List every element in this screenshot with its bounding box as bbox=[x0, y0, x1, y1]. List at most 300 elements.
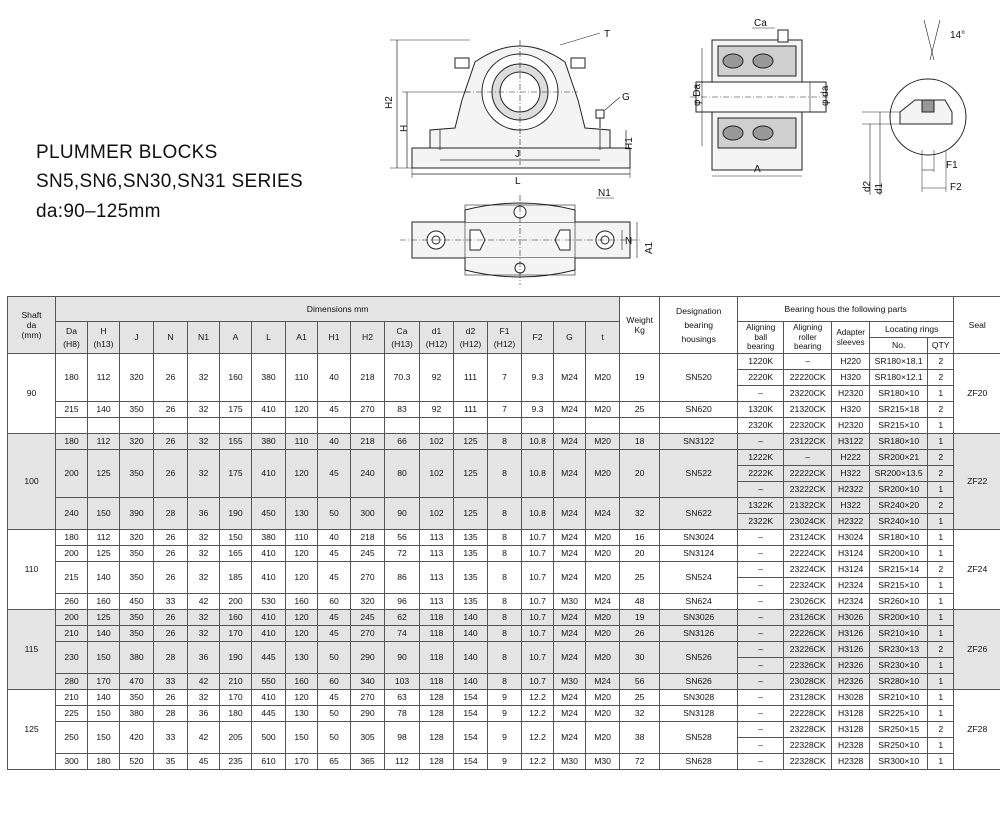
cell-dim: 10.7 bbox=[522, 546, 554, 562]
cell-dim: 350 bbox=[120, 450, 154, 498]
cell-part: 1 bbox=[928, 482, 954, 498]
cell-dim: 42 bbox=[188, 674, 220, 690]
cell-designation: SN3128 bbox=[660, 706, 738, 722]
cell-dim: 200 bbox=[56, 450, 88, 498]
cell-dim: M24 bbox=[554, 706, 586, 722]
cell-part: – bbox=[738, 706, 784, 722]
cell-part: 22324CK bbox=[784, 578, 832, 594]
cell-dim: 7 bbox=[488, 402, 522, 418]
cell-dim: 7 bbox=[488, 354, 522, 402]
header-ball-bearing: Aligning ball bearing bbox=[738, 322, 784, 354]
cell-dim: 270 bbox=[351, 402, 385, 418]
cell-dim: 135 bbox=[454, 546, 488, 562]
cell-dim: 128 bbox=[420, 706, 454, 722]
cell-part: 22226CK bbox=[784, 626, 832, 642]
cell-part: 1 bbox=[928, 434, 954, 450]
cell-dim: 550 bbox=[252, 674, 286, 690]
cell-dim: 180 bbox=[56, 530, 88, 546]
cell-part: – bbox=[784, 450, 832, 466]
cell-dim: 8 bbox=[488, 450, 522, 498]
cell-dim: 70.3 bbox=[385, 354, 420, 402]
cell-dim: 32 bbox=[188, 690, 220, 706]
cell-dim: 8 bbox=[488, 434, 522, 450]
cell-dim: 225 bbox=[56, 706, 88, 722]
cell-dim: 445 bbox=[252, 706, 286, 722]
cell-dim: 50 bbox=[318, 722, 351, 754]
housing-top-view bbox=[400, 195, 640, 285]
cell-dim: M30 bbox=[586, 754, 620, 770]
cell-dim: 66 bbox=[385, 434, 420, 450]
cell-part: 1220K bbox=[738, 354, 784, 370]
bearing-section-view bbox=[690, 28, 830, 176]
cell-dim: 215 bbox=[56, 402, 88, 418]
cell-part: 1 bbox=[928, 690, 954, 706]
cell-dim: 32 bbox=[188, 546, 220, 562]
header-col-6: L bbox=[252, 322, 286, 354]
cell-dim: 32 bbox=[188, 530, 220, 546]
cell-dim: 9 bbox=[488, 754, 522, 770]
cell-weight: 25 bbox=[620, 690, 660, 706]
header-roller-bearing: Aligning roller bearing bbox=[784, 322, 832, 354]
cell-dim: 128 bbox=[420, 722, 454, 754]
cell-dim: M20 bbox=[586, 562, 620, 594]
cell-dim: 140 bbox=[454, 642, 488, 674]
cell-dim: 26 bbox=[154, 434, 188, 450]
cell-dim: 8 bbox=[488, 594, 522, 610]
cell-dim: 450 bbox=[120, 594, 154, 610]
cell-dim: 530 bbox=[252, 594, 286, 610]
header-col-13: F1 (H12) bbox=[488, 322, 522, 354]
cell-weight: 20 bbox=[620, 546, 660, 562]
cell-seal: ZF24 bbox=[954, 530, 1000, 610]
cell-part: H320 bbox=[832, 402, 870, 418]
cell-dim: 190 bbox=[220, 498, 252, 530]
cell-dim: M24 bbox=[554, 562, 586, 594]
cell-dim: 50 bbox=[318, 706, 351, 722]
cell-dim: 250 bbox=[56, 722, 88, 754]
cell-dim bbox=[420, 418, 454, 434]
cell-dim: 180 bbox=[56, 434, 88, 450]
cell-dim: 86 bbox=[385, 562, 420, 594]
cell-dim: 33 bbox=[154, 594, 188, 610]
cell-dim: 26 bbox=[154, 354, 188, 402]
cell-dim: 380 bbox=[252, 354, 286, 402]
cell-part: 1 bbox=[928, 594, 954, 610]
cell-dim: 10.7 bbox=[522, 626, 554, 642]
cell-dim: 40 bbox=[318, 530, 351, 546]
cell-dim: 410 bbox=[252, 546, 286, 562]
cell-dim: 118 bbox=[420, 610, 454, 626]
cell-part: SR250×15 bbox=[870, 722, 928, 738]
cell-dim: 125 bbox=[88, 450, 120, 498]
cell-dim: 128 bbox=[420, 754, 454, 770]
cell-dim: 125 bbox=[88, 546, 120, 562]
cell-dim: 410 bbox=[252, 626, 286, 642]
cell-dim: 12.2 bbox=[522, 754, 554, 770]
cell-dim: 450 bbox=[252, 498, 286, 530]
cell-seal: ZF20 bbox=[954, 354, 1000, 434]
cell-part: SR200×21 bbox=[870, 450, 928, 466]
cell-dim bbox=[318, 418, 351, 434]
cell-dim: 500 bbox=[252, 722, 286, 754]
cell-dim: 270 bbox=[351, 562, 385, 594]
cell-dim: M20 bbox=[586, 450, 620, 498]
cell-part: 21320CK bbox=[784, 402, 832, 418]
cell-part: 23128CK bbox=[784, 690, 832, 706]
cell-dim: 9.3 bbox=[522, 402, 554, 418]
cell-part: H322 bbox=[832, 466, 870, 482]
cell-dim: 8 bbox=[488, 530, 522, 546]
cell-part: – bbox=[738, 642, 784, 658]
cell-dim: M24 bbox=[554, 402, 586, 418]
cell-dim: 63 bbox=[385, 690, 420, 706]
cell-part: 23224CK bbox=[784, 562, 832, 578]
cell-weight: 48 bbox=[620, 594, 660, 610]
cell-dim: 235 bbox=[220, 754, 252, 770]
cell-dim bbox=[188, 418, 220, 434]
cell-dim: 111 bbox=[454, 354, 488, 402]
cell-part: 2322K bbox=[738, 514, 784, 530]
cell-part: SR200×10 bbox=[870, 546, 928, 562]
cell-dim: 218 bbox=[351, 530, 385, 546]
cell-dim: 150 bbox=[286, 722, 318, 754]
cell-shaft: 115 bbox=[8, 610, 56, 690]
cell-dim: 9 bbox=[488, 690, 522, 706]
cell-part: 1 bbox=[928, 578, 954, 594]
cell-dim: 520 bbox=[120, 754, 154, 770]
cell-part: SR260×10 bbox=[870, 594, 928, 610]
label-Ca: Ca bbox=[754, 18, 767, 29]
header-col-16: t bbox=[586, 322, 620, 354]
cell-dim: 230 bbox=[56, 642, 88, 674]
cell-dim: 33 bbox=[154, 722, 188, 754]
cell-part: 23028CK bbox=[784, 674, 832, 690]
cell-part: 2 bbox=[928, 642, 954, 658]
cell-dim: 8 bbox=[488, 546, 522, 562]
cell-dim: 160 bbox=[286, 594, 318, 610]
cell-shaft: 110 bbox=[8, 530, 56, 610]
label-N1: N1 bbox=[598, 188, 611, 199]
cell-dim: 26 bbox=[154, 626, 188, 642]
cell-part: 22328CK bbox=[784, 754, 832, 770]
cell-seal: ZF22 bbox=[954, 434, 1000, 530]
cell-designation: SN3026 bbox=[660, 610, 738, 626]
table-row bbox=[8, 530, 1000, 546]
cell-dim: 120 bbox=[286, 546, 318, 562]
cell-part: 23222CK bbox=[784, 482, 832, 498]
cell-dim bbox=[252, 418, 286, 434]
cell-part: SR210×10 bbox=[870, 690, 928, 706]
cell-designation bbox=[660, 418, 738, 434]
label-J: J bbox=[515, 149, 520, 160]
cell-part: 22224CK bbox=[784, 546, 832, 562]
cell-dim: M20 bbox=[586, 610, 620, 626]
cell-dim: M30 bbox=[554, 674, 586, 690]
cell-dim: 90 bbox=[385, 498, 420, 530]
cell-dim: 9 bbox=[488, 706, 522, 722]
cell-dim: 90 bbox=[385, 642, 420, 674]
cell-dim: 28 bbox=[154, 706, 188, 722]
cell-dim: 12.2 bbox=[522, 690, 554, 706]
cell-dim: 125 bbox=[454, 434, 488, 450]
cell-part: – bbox=[738, 434, 784, 450]
cell-dim: 390 bbox=[120, 498, 154, 530]
cell-weight: 32 bbox=[620, 706, 660, 722]
cell-dim: 120 bbox=[286, 450, 318, 498]
cell-dim: 10.7 bbox=[522, 530, 554, 546]
cell-part: 1 bbox=[928, 754, 954, 770]
header-locating-rings: Locating rings bbox=[870, 322, 954, 338]
header-col-10: Ca (H13) bbox=[385, 322, 420, 354]
cell-dim: 32 bbox=[188, 562, 220, 594]
cell-part: – bbox=[738, 658, 784, 674]
cell-part: 2220K bbox=[738, 370, 784, 386]
cell-dim: 320 bbox=[120, 434, 154, 450]
cell-part: SR180×12.1 bbox=[870, 370, 928, 386]
cell-designation: SN622 bbox=[660, 498, 738, 530]
cell-shaft: 125 bbox=[8, 690, 56, 770]
cell-dim: 103 bbox=[385, 674, 420, 690]
technical-drawings bbox=[0, 0, 1000, 296]
cell-dim: 26 bbox=[154, 562, 188, 594]
cell-dim: 170 bbox=[286, 754, 318, 770]
cell-part: 22220CK bbox=[784, 370, 832, 386]
cell-dim: 113 bbox=[420, 562, 454, 594]
specification-table bbox=[7, 296, 1000, 770]
label-Da: φ Da bbox=[692, 83, 703, 106]
table-row bbox=[8, 418, 1000, 434]
cell-dim: 305 bbox=[351, 722, 385, 754]
cell-part: SR230×13 bbox=[870, 642, 928, 658]
table-row bbox=[8, 594, 1000, 610]
cell-dim: 180 bbox=[56, 354, 88, 402]
cell-part: 1 bbox=[928, 658, 954, 674]
cell-dim: 130 bbox=[286, 706, 318, 722]
cell-dim bbox=[120, 418, 154, 434]
cell-dim: 125 bbox=[454, 450, 488, 498]
cell-part: H3128 bbox=[832, 706, 870, 722]
cell-dim: 10.7 bbox=[522, 674, 554, 690]
cell-part: H3128 bbox=[832, 722, 870, 738]
cell-dim: M24 bbox=[554, 546, 586, 562]
cell-part: SR200×13.5 bbox=[870, 466, 928, 482]
cell-dim: 50 bbox=[318, 498, 351, 530]
header-col-3: N bbox=[154, 322, 188, 354]
cell-dim: 350 bbox=[120, 626, 154, 642]
cell-weight: 26 bbox=[620, 626, 660, 642]
cell-dim: 83 bbox=[385, 402, 420, 418]
cell-dim: 150 bbox=[88, 642, 120, 674]
cell-dim: 340 bbox=[351, 674, 385, 690]
cell-dim: 150 bbox=[88, 706, 120, 722]
cell-part: – bbox=[738, 722, 784, 738]
label-d2: d2 bbox=[862, 180, 873, 192]
cell-dim: 26 bbox=[154, 610, 188, 626]
cell-dim: 170 bbox=[220, 690, 252, 706]
cell-dim: M24 bbox=[554, 626, 586, 642]
cell-dim: 140 bbox=[454, 626, 488, 642]
header-col-11: d1 (H12) bbox=[420, 322, 454, 354]
cell-dim: M24 bbox=[586, 674, 620, 690]
cell-part: H2326 bbox=[832, 674, 870, 690]
cell-dim: 36 bbox=[188, 498, 220, 530]
cell-designation: SN626 bbox=[660, 674, 738, 690]
cell-part: 23126CK bbox=[784, 610, 832, 626]
cell-dim: 140 bbox=[88, 626, 120, 642]
cell-designation: SN628 bbox=[660, 754, 738, 770]
cell-part: SR180×10 bbox=[870, 386, 928, 402]
cell-designation: SN3028 bbox=[660, 690, 738, 706]
cell-part: 2 bbox=[928, 466, 954, 482]
cell-dim: 10.7 bbox=[522, 642, 554, 674]
cell-dim: 10.8 bbox=[522, 450, 554, 498]
cell-dim: 96 bbox=[385, 594, 420, 610]
cell-dim: 80 bbox=[385, 450, 420, 498]
cell-seal: ZF28 bbox=[954, 690, 1000, 770]
cell-dim: 26 bbox=[154, 402, 188, 418]
cell-part: 1 bbox=[928, 706, 954, 722]
cell-part: 22320CK bbox=[784, 418, 832, 434]
cell-dim: 175 bbox=[220, 450, 252, 498]
cell-part: 1 bbox=[928, 386, 954, 402]
cell-weight: 30 bbox=[620, 642, 660, 674]
cell-part: 23122CK bbox=[784, 434, 832, 450]
cell-dim: 45 bbox=[318, 402, 351, 418]
cell-part: SR200×10 bbox=[870, 482, 928, 498]
cell-dim: 113 bbox=[420, 594, 454, 610]
header-parts: Bearing hous the following parts bbox=[738, 297, 954, 322]
cell-dim: M20 bbox=[586, 546, 620, 562]
cell-designation: SN624 bbox=[660, 594, 738, 610]
header-ring-no: No. bbox=[870, 338, 928, 354]
header-col-15: G bbox=[554, 322, 586, 354]
header-col-14: F2 bbox=[522, 322, 554, 354]
header-col-2: J bbox=[120, 322, 154, 354]
label-angle: 14° bbox=[950, 30, 966, 41]
cell-dim: 125 bbox=[88, 610, 120, 626]
cell-dim: 26 bbox=[154, 690, 188, 706]
cell-dim: 215 bbox=[56, 562, 88, 594]
cell-dim: 240 bbox=[351, 450, 385, 498]
table-row bbox=[8, 354, 1000, 370]
cell-dim: 320 bbox=[120, 530, 154, 546]
cell-part: SR250×10 bbox=[870, 738, 928, 754]
cell-dim: 150 bbox=[88, 498, 120, 530]
table-row bbox=[8, 402, 1000, 418]
cell-part: SR215×18 bbox=[870, 402, 928, 418]
cell-dim: 118 bbox=[420, 674, 454, 690]
cell-dim bbox=[286, 418, 318, 434]
cell-part: H3026 bbox=[832, 610, 870, 626]
cell-dim bbox=[351, 418, 385, 434]
cell-dim: 150 bbox=[88, 722, 120, 754]
cell-part: 1 bbox=[928, 530, 954, 546]
cell-dim: M24 bbox=[554, 642, 586, 674]
cell-dim: 10.7 bbox=[522, 562, 554, 594]
header-ring-qty: QTY bbox=[928, 338, 954, 354]
cell-dim: 45 bbox=[318, 562, 351, 594]
cell-dim: 42 bbox=[188, 594, 220, 610]
cell-dim: M24 bbox=[554, 450, 586, 498]
cell-part: 1 bbox=[928, 514, 954, 530]
cell-dim: 125 bbox=[454, 498, 488, 530]
cell-designation: SN526 bbox=[660, 642, 738, 674]
cell-dim: 180 bbox=[220, 706, 252, 722]
table-row bbox=[8, 674, 1000, 690]
cell-dim: M20 bbox=[586, 354, 620, 402]
cell-part: 22328CK bbox=[784, 738, 832, 754]
cell-dim: 111 bbox=[454, 402, 488, 418]
cell-dim: 140 bbox=[454, 674, 488, 690]
cell-dim: 9 bbox=[488, 722, 522, 754]
cell-part: 23026CK bbox=[784, 594, 832, 610]
header-col-9: H2 bbox=[351, 322, 385, 354]
table-row bbox=[8, 722, 1000, 738]
header-shaft: Shaft da (mm) bbox=[8, 297, 56, 354]
cell-dim: 155 bbox=[220, 434, 252, 450]
cell-dim: 120 bbox=[286, 626, 318, 642]
cell-dim bbox=[154, 418, 188, 434]
cell-designation: SN3124 bbox=[660, 546, 738, 562]
cell-dim: 350 bbox=[120, 610, 154, 626]
header-col-5: A bbox=[220, 322, 252, 354]
cell-part: 2222K bbox=[738, 466, 784, 482]
cell-dim: 56 bbox=[385, 530, 420, 546]
cell-part: H222 bbox=[832, 450, 870, 466]
cell-designation: SN3122 bbox=[660, 434, 738, 450]
cell-dim: M24 bbox=[554, 690, 586, 706]
cell-dim: 45 bbox=[318, 610, 351, 626]
cell-part: H2328 bbox=[832, 738, 870, 754]
cell-dim: 240 bbox=[56, 498, 88, 530]
cell-dim: 10.8 bbox=[522, 434, 554, 450]
cell-dim: 190 bbox=[220, 642, 252, 674]
header-dimensions: Dimensions mm bbox=[56, 297, 620, 322]
cell-dim: 280 bbox=[56, 674, 88, 690]
cell-part: SR240×20 bbox=[870, 498, 928, 514]
label-d1: d1 bbox=[874, 182, 885, 194]
cell-dim: 210 bbox=[56, 626, 88, 642]
cell-part: SR180×10 bbox=[870, 530, 928, 546]
cell-dim: 26 bbox=[154, 450, 188, 498]
cell-part: 21322CK bbox=[784, 498, 832, 514]
cell-dim: 245 bbox=[351, 546, 385, 562]
cell-part: – bbox=[738, 530, 784, 546]
cell-dim: 60 bbox=[318, 674, 351, 690]
cell-dim bbox=[522, 418, 554, 434]
cell-part: H220 bbox=[832, 354, 870, 370]
cell-dim: 350 bbox=[120, 402, 154, 418]
cell-dim: 62 bbox=[385, 610, 420, 626]
cell-part: 1 bbox=[928, 674, 954, 690]
cell-dim: M20 bbox=[586, 706, 620, 722]
cell-dim: 218 bbox=[351, 354, 385, 402]
cell-dim: 420 bbox=[120, 722, 154, 754]
cell-dim: 380 bbox=[120, 642, 154, 674]
cell-dim: 185 bbox=[220, 562, 252, 594]
cell-dim: 380 bbox=[120, 706, 154, 722]
cell-dim: M24 bbox=[554, 530, 586, 546]
cell-dim: 150 bbox=[220, 530, 252, 546]
cell-weight: 19 bbox=[620, 354, 660, 402]
cell-part: 1 bbox=[928, 610, 954, 626]
cell-dim: 135 bbox=[454, 594, 488, 610]
cell-dim: 28 bbox=[154, 498, 188, 530]
cell-part: SR240×10 bbox=[870, 514, 928, 530]
cell-dim: 45 bbox=[318, 690, 351, 706]
cell-dim: M24 bbox=[586, 498, 620, 530]
cell-dim: 26 bbox=[154, 530, 188, 546]
